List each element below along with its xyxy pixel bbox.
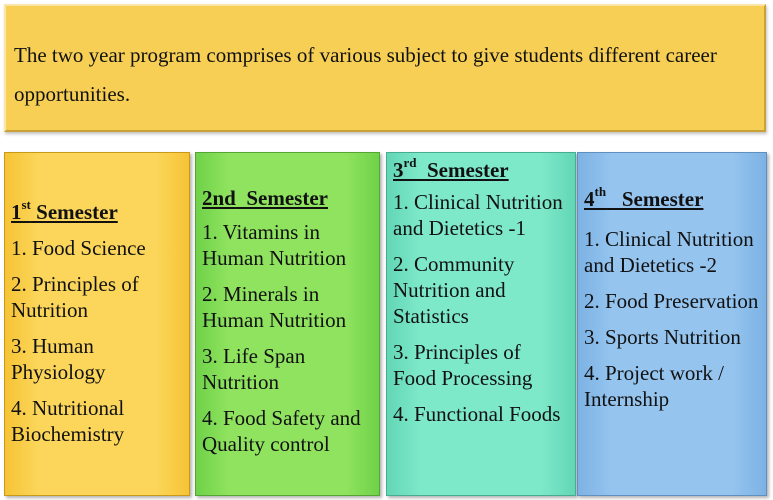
semester-3-subject: 1. Clinical Nutrition and Dietetics -1 (393, 190, 563, 240)
semester-4-subject: 1. Clinical Nutrition and Dietetics -2 (584, 227, 754, 277)
semester-3-box (386, 152, 576, 496)
semester-1-subject: 4. Nutritional Biochemistry (11, 396, 125, 446)
semester-1-box (4, 152, 190, 496)
semester-2-subject: 3. Life Span Nutrition (202, 344, 306, 394)
semester-4-subject: 3. Sports Nutrition (584, 325, 741, 349)
program-description-box (4, 4, 766, 132)
semester-2-box (195, 152, 380, 496)
semester-2-heading: 2nd Semester (202, 186, 328, 210)
semester-3-subject: 4. Functional Foods (393, 402, 561, 426)
program-description-text: The two year program comprises of various subject to give students different career opportunities. (14, 43, 717, 106)
semester-3-subject: 2. Community Nutrition and Statistics (393, 252, 515, 328)
semester-4-subject: 2. Food Preservation (584, 289, 759, 313)
semester-1-heading: 1st Semester (11, 197, 118, 224)
semester-3-subject: 3. Principles of Food Processing (393, 340, 533, 390)
semester-4-subject: 4. Project work / Internship (584, 361, 724, 411)
semester-3-heading: 3rd Semester (393, 155, 509, 182)
semester-2-subject: 2. Minerals in Human Nutrition (202, 282, 347, 332)
semester-1-subject: 1. Food Science (11, 236, 146, 260)
semester-2-subject: 4. Food Safety and Quality control (202, 406, 361, 456)
semester-1-subject: 2. Principles of Nutrition (11, 272, 139, 322)
semester-4-box (577, 152, 767, 496)
semester-4-heading: 4th Semester (584, 184, 704, 211)
semester-1-subject: 3. Human Physiology (11, 334, 106, 384)
semester-2-subject: 1. Vitamins in Human Nutrition (202, 220, 347, 270)
